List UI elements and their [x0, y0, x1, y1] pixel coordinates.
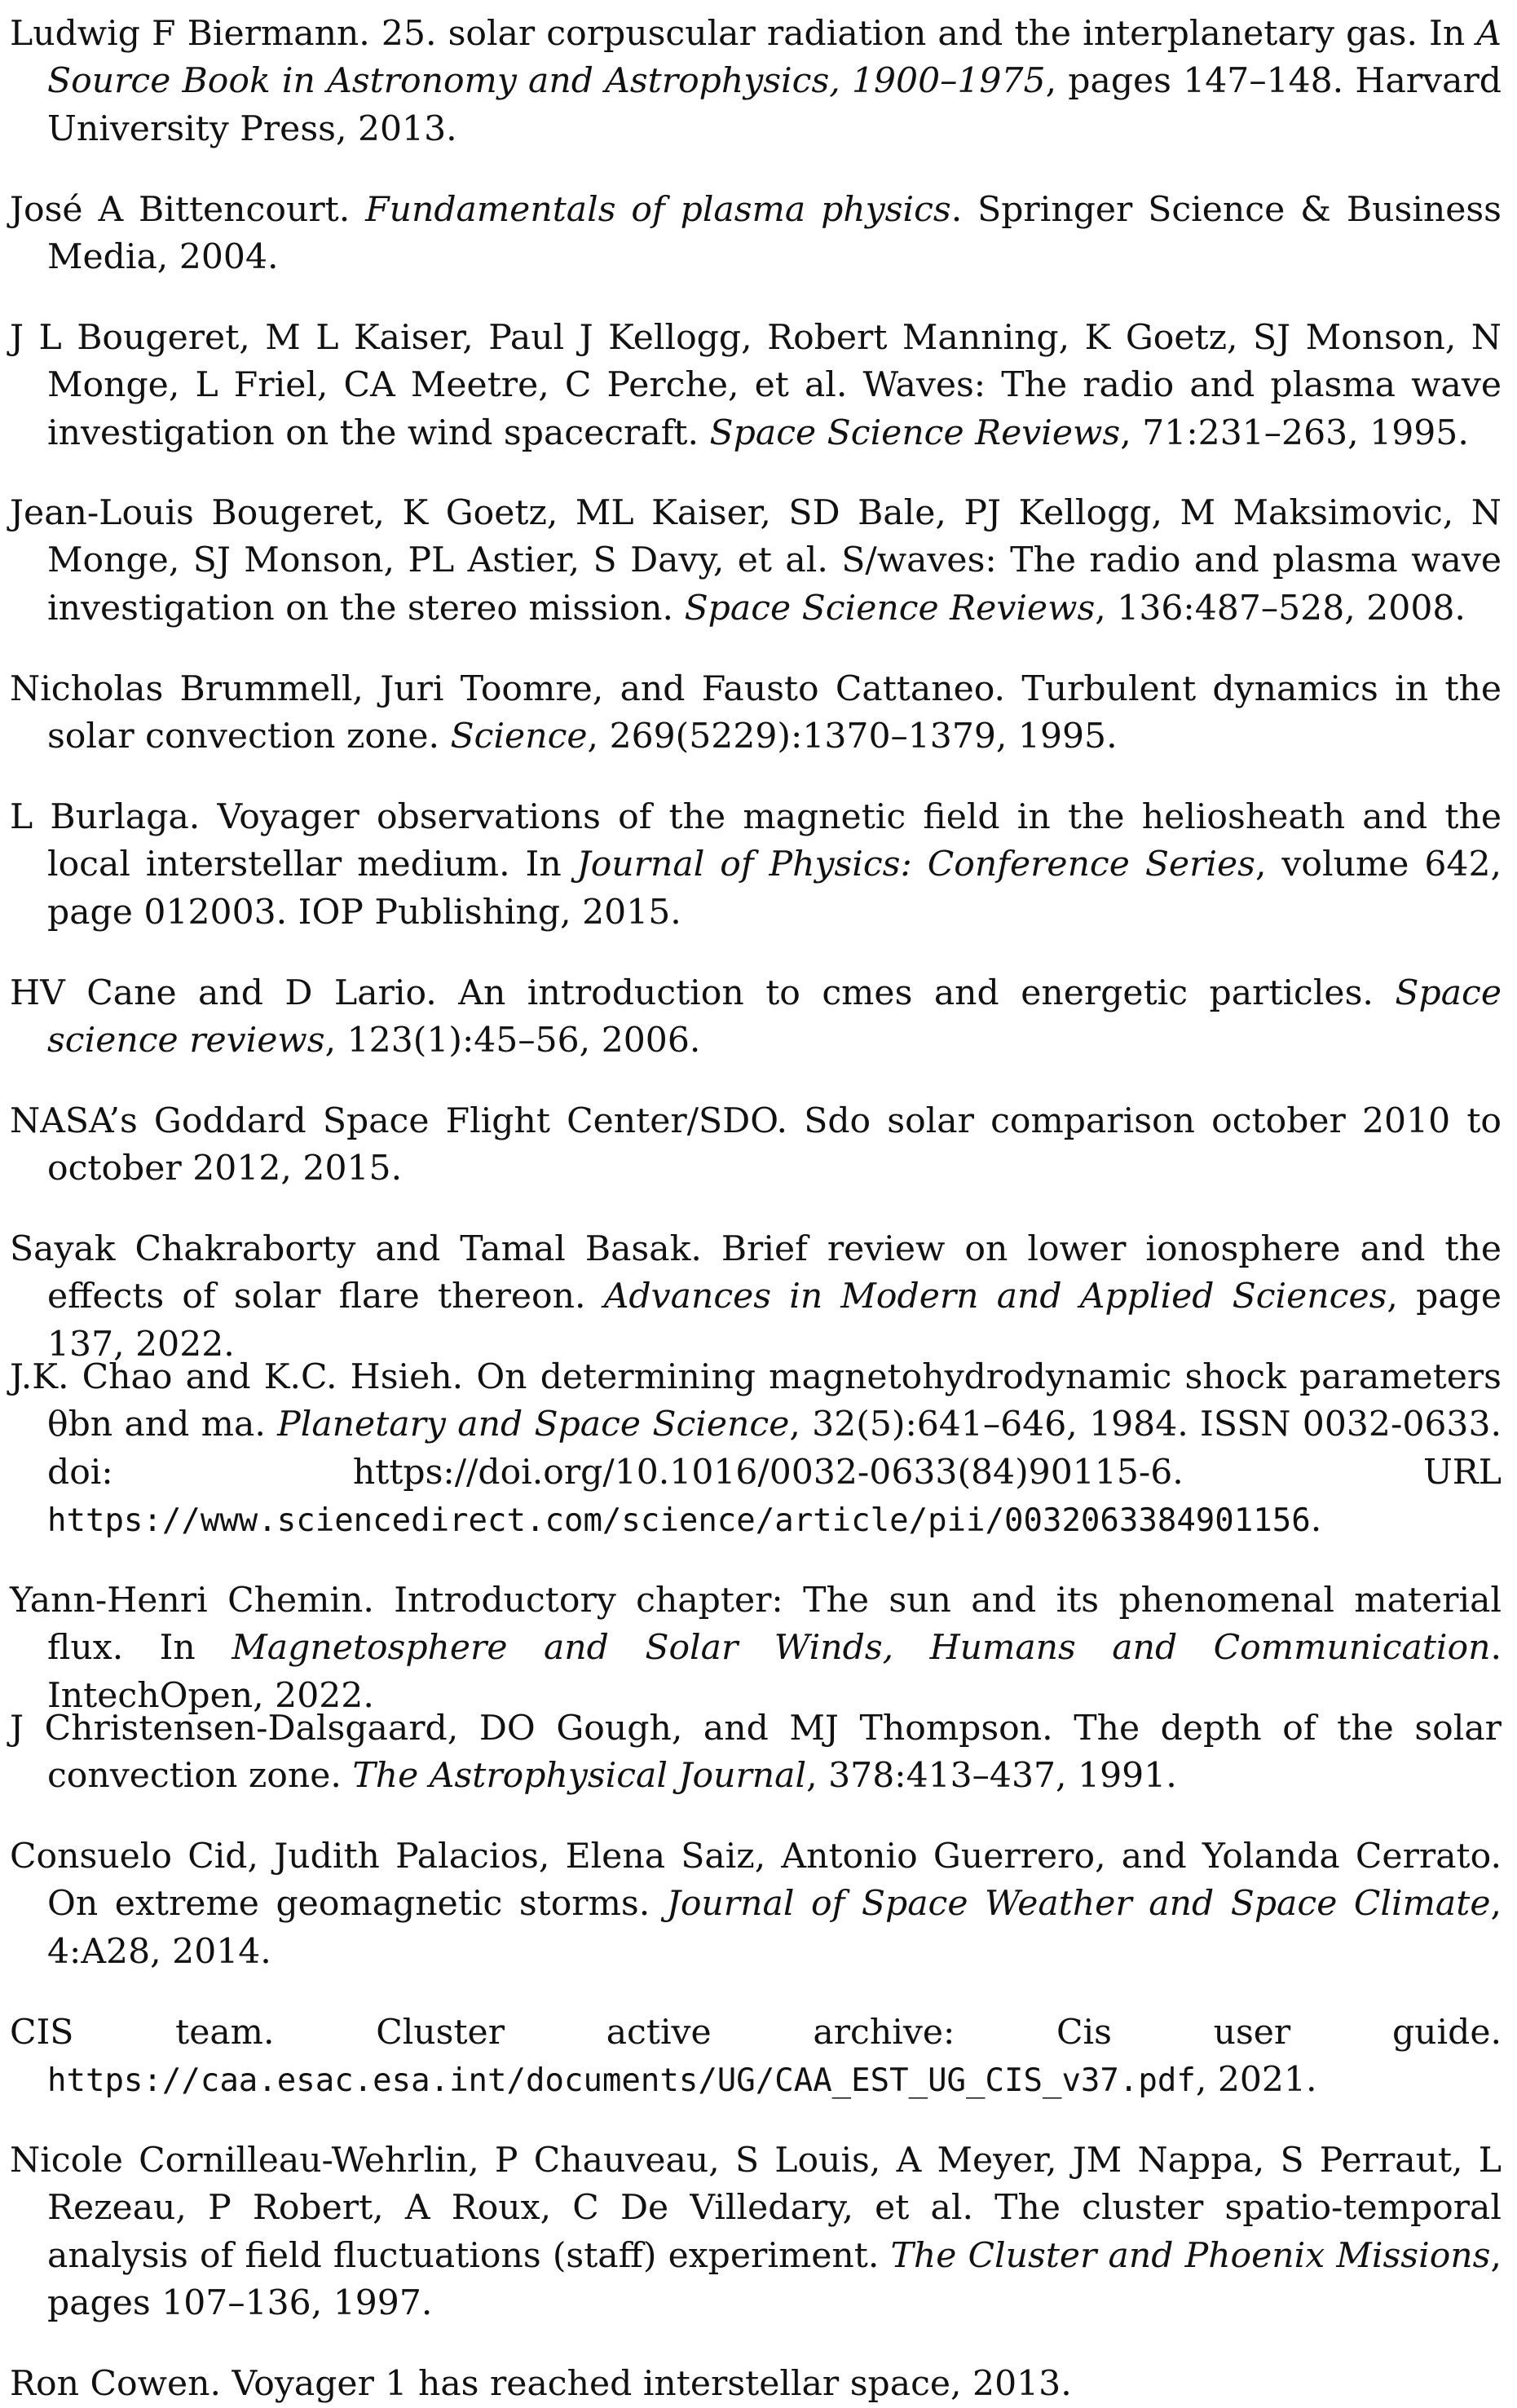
- reference-entry: Sayak Chakraborty and Tamal Basak. Brief review on lower ionosphere and the effects of solar flare thereon. Advances in Modern and Applied Sciences, page 137, 2022.: [10, 1226, 1502, 1369]
- reference-entry: Yann-Henri Chemin. Introductory chapter: The sun and its phenomenal material flux. In Magnetosphere and Solar Winds, Humans and Communication. IntechOpen, 2022.: [10, 1577, 1502, 1721]
- reference-entry: Ron Cowen. Voyager 1 has reached interstellar space, 2013.: [10, 2361, 1502, 2408]
- reference-entry: Consuelo Cid, Judith Palacios, Elena Saiz, Antonio Guerrero, and Yolanda Cerrato. On extreme geomagnetic storms. Journal of Space Weather and Space Climate, 4:A28, 2014.: [10, 1833, 1502, 1977]
- reference-url-link[interactable]: https://caa.esac.esa.int/documents/UG/CAA_EST_UG_CIS_v37.pdf: [47, 2062, 1196, 2099]
- reference-url-link[interactable]: https://www.sciencedirect.com/science/article/pii/0032063384901156: [47, 1502, 1311, 1539]
- reference-entry: Nicholas Brummell, Juri Toomre, and Fausto Cattaneo. Turbulent dynamics in the solar convection zone. Science, 269(5229):1370–1379, 1995.: [10, 666, 1502, 761]
- reference-entry: Jean-Louis Bougeret, K Goetz, ML Kaiser, SD Bale, PJ Kellogg, M Maksimovic, N Monge, SJ Monson, PL Astier, S Davy, et al. S/waves: The radio and plasma wave investigation on the stereo mission. Space Science Reviews, 136:487–528, 2008.: [10, 490, 1502, 633]
- reference-entry: J L Bougeret, M L Kaiser, Paul J Kellogg, Robert Manning, K Goetz, SJ Monson, N Monge, L Friel, CA Meetre, C Perche, et al. Waves: The radio and plasma wave investigation on the wind spacecraft. Space Science Reviews, 71:231–263, 1995.: [10, 315, 1502, 458]
- reference-entry: J Christensen-Dalsgaard, DO Gough, and MJ Thompson. The depth of the solar convection zone. The Astrophysical Journal, 378:413–437, 1991.: [10, 1705, 1502, 1801]
- reference-entry: L Burlaga. Voyager observations of the magnetic field in the heliosheath and the local interstellar medium. In Journal of Physics: Conference Series, volume 642, page 012003. IOP Publishing, 2015.: [10, 794, 1502, 937]
- reference-entry: HV Cane and D Lario. An introduction to cmes and energetic particles. Space science reviews, 123(1):45–56, 2006.: [10, 970, 1502, 1065]
- reference-entry: Nicole Cornilleau-Wehrlin, P Chauveau, S Louis, A Meyer, JM Nappa, S Perraut, L Rezeau, P Robert, A Roux, C De Villedary, et al. The cluster spatio-temporal analysis of field fluctuations (staff) experiment. The Cluster and Phoenix Missions, pages 107–136, 1997.: [10, 2137, 1502, 2328]
- reference-entry: José A Bittencourt. Fundamentals of plasma physics. Springer Science & Business Media, 2004.: [10, 187, 1502, 282]
- reference-entry: CIS team. Cluster active archive: Cis user guide. https://caa.esac.esa.int/documents/UG/CAA_EST_UG_CIS_v37.pdf, 2021.: [10, 2009, 1502, 2106]
- reference-entry: Ludwig F Biermann. 25. solar corpuscular radiation and the interplanetary gas. In A Source Book in Astronomy and Astrophysics, 1900–1975, pages 147–148. Harvard University Press, 2013.: [10, 11, 1502, 154]
- reference-entry: J.K. Chao and K.C. Hsieh. On determining magnetohydrodynamic shock parameters θbn and ma. Planetary and Space Science, 32(5):641–646, 1984. ISSN 0032-0633. doi: https://doi.org/10.1016/0032-0633(84)90115-6. URL https://www.sciencedirect.com/science/article/pii/0032063384901156.: [10, 1354, 1502, 1546]
- reference-entry: NASA’s Goddard Space Flight Center/SDO. Sdo solar comparison october 2010 to october 2012, 2015.: [10, 1098, 1502, 1193]
